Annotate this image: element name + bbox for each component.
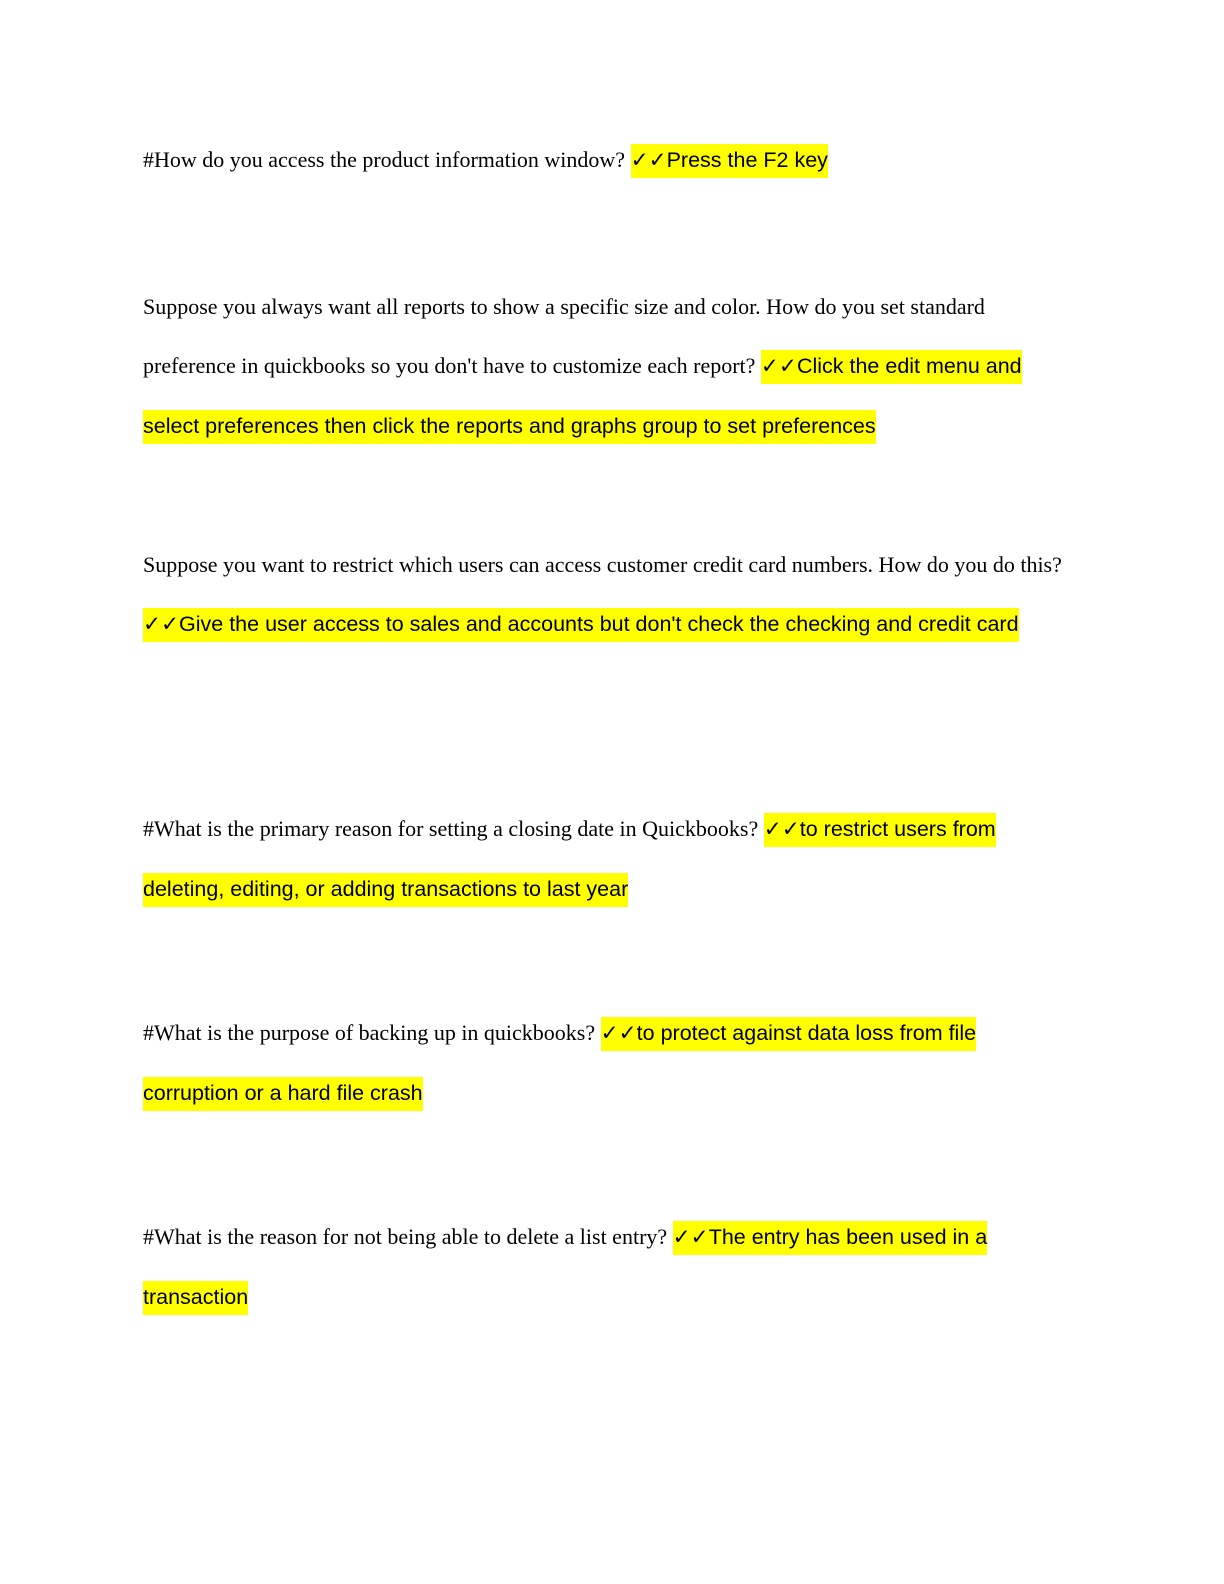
answer-text: Press the F2 key: [666, 148, 828, 172]
answer-text: The entry has been used in a transaction: [143, 1225, 988, 1309]
answer-highlight: [143, 608, 1019, 642]
answer-text: Give the user access to sales and accounts but don't check the checking and credit card: [179, 612, 1019, 636]
answer-text: to protect against data loss from file corruption or a hard file crash: [143, 1021, 977, 1105]
question-text: Suppose you always want all reports to show a specific size and color. How do you set standard preference in quickbooks so you don't have to customize each report?: [143, 294, 985, 378]
double-checkmark-icon: ✓✓: [600, 1021, 637, 1046]
double-checkmark-icon: ✓✓: [672, 1225, 709, 1250]
qa-item-product-information: [143, 130, 1063, 190]
question-text: #What is the purpose of backing up in quickbooks?: [143, 1020, 601, 1045]
double-checkmark-icon: ✓✓: [760, 354, 797, 379]
qa-item-backing-up: [143, 1003, 1063, 1123]
answer-text: Click the edit menu and select preferences then click the reports and graphs group to set preferences: [143, 354, 1022, 438]
qa-item-credit-card-access: [143, 535, 1063, 654]
answer-highlight: [631, 144, 828, 178]
question-text: #What is the primary reason for setting a closing date in Quickbooks?: [143, 816, 764, 841]
question-text: #What is the reason for not being able to delete a list entry?: [143, 1224, 673, 1249]
qa-item-closing-date: [143, 799, 1063, 919]
double-checkmark-icon: ✓✓: [630, 148, 667, 173]
double-checkmark-icon: ✓✓: [143, 612, 180, 637]
question-text: Suppose you want to restrict which users can access customer credit card numbers. How do you do this?: [143, 552, 1062, 577]
question-text: #How do you access the product information window?: [143, 147, 631, 172]
qa-item-report-preferences: [143, 277, 1063, 456]
double-checkmark-icon: ✓✓: [763, 817, 800, 842]
answer-text: to restrict users from deleting, editing, or adding transactions to last year: [143, 817, 996, 901]
qa-item-delete-list-entry: [143, 1207, 1063, 1327]
